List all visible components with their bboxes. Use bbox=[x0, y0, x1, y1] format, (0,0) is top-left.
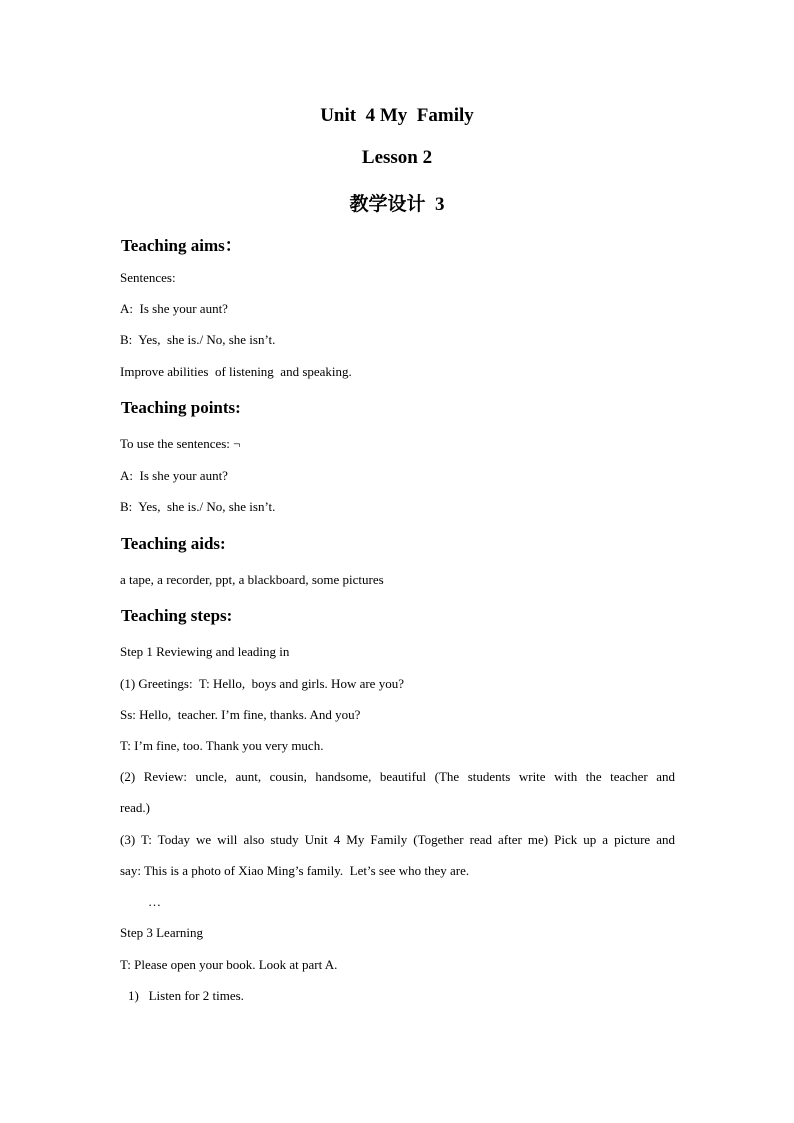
unit-title: Unit 4 My Family bbox=[320, 105, 474, 126]
step3-title: Step 3 Learning bbox=[120, 925, 204, 940]
points-sentence-a: A: Is she your aunt? bbox=[120, 468, 228, 483]
aids-list: a tape, a recorder, ppt, a blackboard, some pictures bbox=[120, 572, 384, 587]
today-line-2: say: This is a photo of Xiao Ming’s family. Let’s see who they are. bbox=[120, 863, 470, 878]
teaching-steps-heading: Teaching steps: bbox=[121, 606, 233, 625]
today-line-1: (3) T: Today we will also study Unit 4 My Family (Together read after me) Pick up a picture and bbox=[120, 832, 675, 847]
ellipsis: … bbox=[148, 894, 161, 909]
teacher-reply-line: T: I’m fine, too. Thank you very much. bbox=[120, 738, 324, 753]
design-title: 教学设计 3 bbox=[349, 194, 445, 215]
points-sentence-b: B: Yes, she is./ No, she isn’t. bbox=[120, 499, 276, 514]
teaching-aids-heading: Teaching aids: bbox=[121, 534, 226, 553]
review-line-2: read.) bbox=[120, 800, 150, 815]
open-book-line: T: Please open your book. Look at part A. bbox=[120, 957, 338, 972]
teaching-points-heading: Teaching points: bbox=[121, 398, 241, 417]
aims-improve: Improve abilities of listening and speaking. bbox=[120, 364, 352, 379]
aims-sentence-b: B: Yes, she is./ No, she isn’t. bbox=[120, 332, 276, 347]
listen-item: 1) Listen for 2 times. bbox=[128, 988, 244, 1003]
points-intro: To use the sentences: ¬ bbox=[120, 436, 241, 451]
teaching-aims-heading: Teaching aims： bbox=[121, 236, 242, 255]
review-line-1: (2) Review: uncle, aunt, cousin, handsome, beautiful (The students write with the teacher and bbox=[120, 769, 675, 784]
students-reply-line: Ss: Hello, teacher. I’m fine, thanks. And you? bbox=[120, 707, 361, 722]
step1-title: Step 1 Reviewing and leading in bbox=[120, 644, 290, 659]
lesson-title: Lesson 2 bbox=[361, 147, 433, 168]
aims-sentence-a: A: Is she your aunt? bbox=[120, 301, 228, 316]
greetings-line: (1) Greetings: T: Hello, boys and girls. How are you? bbox=[120, 676, 404, 691]
sentences-label: Sentences: bbox=[120, 270, 176, 285]
